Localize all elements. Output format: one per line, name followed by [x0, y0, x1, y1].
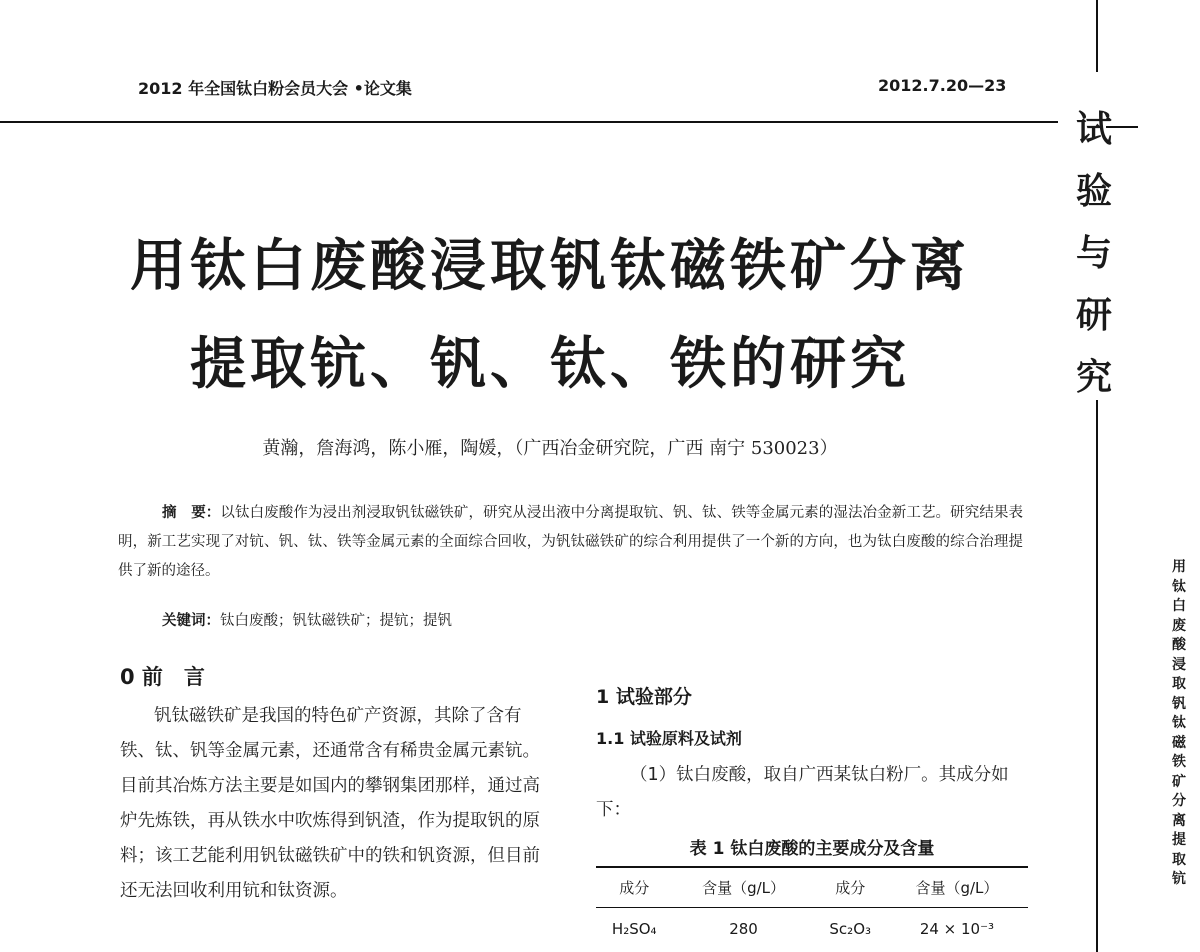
table-row [596, 907, 1028, 950]
section-heading-introduction: 0 前 言 [120, 665, 205, 689]
running-header-left: 2012 年全国钛白粉会员大会 •论文集 [138, 79, 412, 98]
paper-title-line-2: 提取钪、钒、钛、铁的研究 [190, 332, 910, 397]
margin-line-top [1096, 0, 1098, 72]
table-caption: 表 1 钛白废酸的主要成分及含量 [689, 839, 935, 859]
composition-table [596, 868, 1028, 950]
section-label-char: 试 [1075, 108, 1112, 150]
abstract-label: 摘 要： [162, 505, 221, 521]
table-cell: H₂SO₄ [611, 919, 657, 938]
running-title-char: 钛 [1172, 715, 1186, 731]
author-affiliation: 黄瀚，詹海鸿，陈小雁，陶媛，（广西冶金研究院，广西 南宁 530023） [262, 438, 838, 459]
header-rule [0, 121, 1058, 123]
running-title-char: 铁 [1172, 754, 1186, 770]
running-title-char: 浸 [1172, 656, 1186, 673]
keywords [162, 609, 452, 630]
running-title-char: 用 [1172, 559, 1186, 575]
keywords-label: 关键词： [162, 613, 220, 629]
table-header-cell: 含量（g/L） [915, 879, 999, 897]
running-title-char: 提 [1172, 832, 1186, 848]
table-header-row [596, 868, 1028, 907]
running-title-char: 钒 [1172, 695, 1186, 712]
table-header-cell: 含量（g/L） [702, 879, 785, 897]
section-label-char: 与 [1075, 232, 1112, 274]
introduction-paragraph: 钒钛磁铁矿是我国的特色矿产资源，其除了含有铁、钛、钒等金属元素，还通常含有稀贵金属元素钪。目前其冶炼方法主要是如国内的攀钢集团那样，通过高炉先炼铁，再从铁水中吹炼得到钒渣，作为提取钒的原料；该工艺能利用钒钛磁铁矿中的铁和钒资源，但目前还无法回收利用钪和钛资源。 [120, 706, 540, 901]
table-cell: Sc₂O₃ [829, 919, 872, 938]
running-title-char: 酸 [1172, 637, 1186, 653]
running-title-char: 取 [1172, 676, 1186, 692]
running-header-date: 2012.7.20—23 [878, 76, 1007, 95]
materials-paragraph: （1）钛白废酸，取自广西某钛白粉厂。其成分如下： [596, 765, 1009, 820]
table-header-cell: 成分 [619, 879, 650, 897]
table-header-cell: 成分 [835, 879, 866, 897]
running-title-char: 矿 [1172, 773, 1186, 790]
running-title [1166, 558, 1192, 890]
paper-title-line-1: 用钛白废酸浸取钒钛磁铁矿分离 [130, 234, 970, 299]
running-title-char: 钛 [1172, 578, 1186, 595]
section-label-char: 验 [1075, 170, 1112, 212]
running-title-char: 分 [1172, 793, 1186, 809]
running-title-char: 废 [1172, 617, 1186, 634]
abstract [118, 499, 1023, 586]
running-title-char: 钪 [1172, 871, 1186, 887]
running-title-char: 白 [1172, 598, 1186, 614]
section-heading-experimental: 1 试验部分 [596, 686, 692, 708]
abstract-text: 以钛白废酸作为浸出剂浸取钒钛磁铁矿，研究从浸出液中分离提取钪、钒、钛、铁等金属元素的湿法冶金新工艺。研究结果表明，新工艺实现了对钪、钒、钛、铁等金属元素的全面综合回收，为钒钛磁铁矿的综合利用提供了一个新的方向，也为钛白废酸的综合治理提供了新的途径。 [118, 505, 1024, 579]
table-cell: 24 × 10⁻³ [919, 919, 995, 938]
keywords-text: 钛白废酸；钒钛磁铁矿；提钪；提钒 [220, 613, 452, 629]
table-cell: 280 [729, 919, 758, 938]
subsection-heading-materials: 1.1 试验原料及试剂 [596, 729, 742, 748]
section-label-char: 研 [1075, 294, 1112, 336]
running-title-char: 取 [1172, 851, 1186, 868]
running-title-char: 离 [1172, 812, 1186, 829]
running-title-char: 磁 [1172, 734, 1186, 751]
section-label-char: 究 [1075, 356, 1112, 398]
margin-line [1096, 400, 1098, 952]
